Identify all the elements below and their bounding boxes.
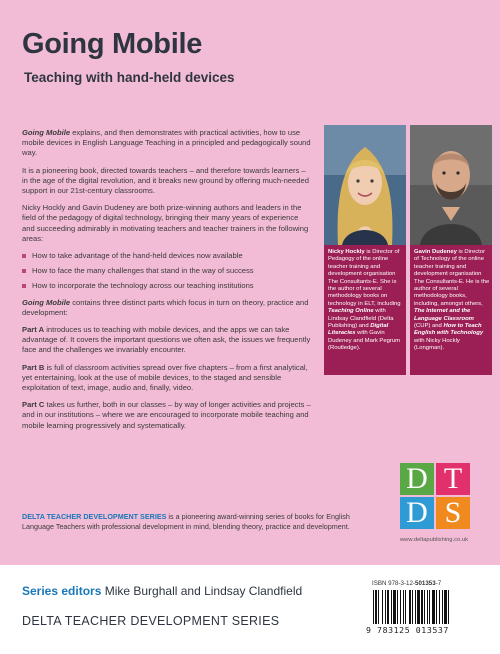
barcode-bar — [387, 590, 389, 624]
part-a-paragraph: Part A introduces us to teaching with mobile devices, and the apps we can take advantage of. It covers the important questions we often ask, the issues we frequently face and the challenges we invariably encounter. — [22, 325, 311, 355]
barcode-bar — [391, 590, 392, 624]
barcode-bar — [444, 590, 447, 624]
paragraph-3: Nicky Hockly and Gavin Dudeney are both prize-winning authors and leaders in the field of the pedagogy of digital technology, bringing their many years of experience and succeeding admirably in motivating teachers and teacher trainers in the following areas: — [22, 203, 309, 243]
series-blurb: DELTA TEACHER DEVELOPMENT SERIES is a pioneering award-winning series of books for English Language Teachers with professional development in mind, blending theory, practice and development. — [22, 512, 350, 531]
barcode-bar — [421, 590, 423, 624]
barcode-bar — [442, 590, 443, 624]
intro-paragraph: Going Mobile explains, and then demonstrates with practical activities, how to use mobile devices in English Language Teaching in a principled and pedagogically sound way. — [22, 128, 311, 158]
author-photo-gavin-dudeney — [410, 125, 492, 245]
isbn-label: ISBN 978-3-12-501353-7 — [372, 580, 442, 587]
part-b-paragraph: Part B is full of classroom activities spread over five chapters – from a first analytical, yet entertaining, look at the use of mobile devices, to the staged and sensible exploitation of text, image, audio and, finally, video. — [22, 362, 308, 393]
dtds-logo — [400, 463, 472, 531]
author-photo-image — [324, 125, 406, 245]
barcode-bar — [373, 590, 374, 624]
paragraph-2: It is a pioneering book, directed towards teachers – and therefore towards learners – in the age of the digital revolution, and it breaks new ground by offering much-needed support in our 21st-century classrooms. — [22, 165, 309, 196]
barcode-bar — [378, 590, 379, 624]
logo-letter-s: S — [436, 497, 470, 529]
author-photo-nicky-hockly — [324, 125, 406, 245]
barcode-bar — [409, 590, 411, 624]
barcode-image — [372, 590, 484, 624]
barcode-bar — [412, 590, 413, 624]
author-bio-nicky-hockly: Nicky Hockly is Director of Pedagogy of the online teacher training and development organisation The Consultants-E. She is the author of several methodology books on technology in ELT, including Teaching Online with Lindsay Clandfield (Delta Publishing) and Digital Literacies with Gavin Dudeney and Mark Pegrum (Routledge). — [328, 249, 401, 352]
publisher-url: www.deltapublishing.co.uk — [400, 537, 468, 543]
barcode-bar — [415, 590, 416, 624]
logo-letter-d: D — [400, 497, 434, 529]
paragraph-4: Going Mobile contains three distinct parts which focus in turn on theory, practice and development: — [22, 297, 309, 317]
description-text — [22, 128, 312, 438]
author-panel-nicky-hockly — [324, 125, 406, 375]
barcode-bar — [393, 590, 396, 624]
barcode-bar — [429, 590, 430, 624]
barcode-bar — [417, 590, 420, 624]
barcode-bar — [400, 590, 401, 624]
barcode-bar — [432, 590, 435, 624]
bullet-item: How to incorporate the technology across our teaching institutions — [22, 281, 312, 291]
logo-letter-d: D — [400, 463, 434, 495]
barcode-bar — [405, 590, 406, 624]
barcode-bar — [375, 590, 377, 624]
bullet-item: How to face the many challenges that stand in the way of success — [22, 266, 312, 276]
bullet-list — [22, 251, 312, 292]
author-panel-gavin-dudeney — [410, 125, 492, 375]
barcode-bar — [436, 590, 437, 624]
barcode-number: 9 783125 013537 — [366, 625, 449, 635]
barcode-bar — [424, 590, 425, 624]
barcode-bar — [382, 590, 383, 624]
barcode-bar — [397, 590, 398, 624]
logo-letter-t: T — [436, 463, 470, 495]
book-subtitle: Teaching with hand-held devices — [24, 70, 235, 85]
series-editors: Series editors Mike Burghall and Lindsay Clandfield — [22, 584, 303, 598]
barcode-bar — [439, 590, 440, 624]
series-name: DELTA TEACHER DEVELOPMENT SERIES — [22, 614, 280, 628]
barcode-bar — [427, 590, 428, 624]
bullet-item: How to take advantage of the hand-held devices now available — [22, 251, 312, 261]
barcode-bar — [448, 590, 449, 624]
book-title: Going Mobile — [22, 28, 203, 60]
author-bio-gavin-dudeney: Gavin Dudeney is Director of Technology of the online teacher training and development organisation The Consultants-E. He is the author of several methodology books, including, amongst others, The Internet and the Language Classroom (CUP) and How to Teach English with Technology with Nicky Hockly (Longman). — [414, 249, 490, 352]
author-photo-image — [410, 125, 492, 245]
part-c-paragraph: Part C takes us further, both in our classes – by way of longer activities and projects – and in our institutions – where we are encouraged to incorporate mobile teaching and mobile learning progressively and systematically. — [22, 400, 311, 430]
barcode-bar — [385, 590, 386, 624]
barcode-bar — [403, 590, 404, 624]
